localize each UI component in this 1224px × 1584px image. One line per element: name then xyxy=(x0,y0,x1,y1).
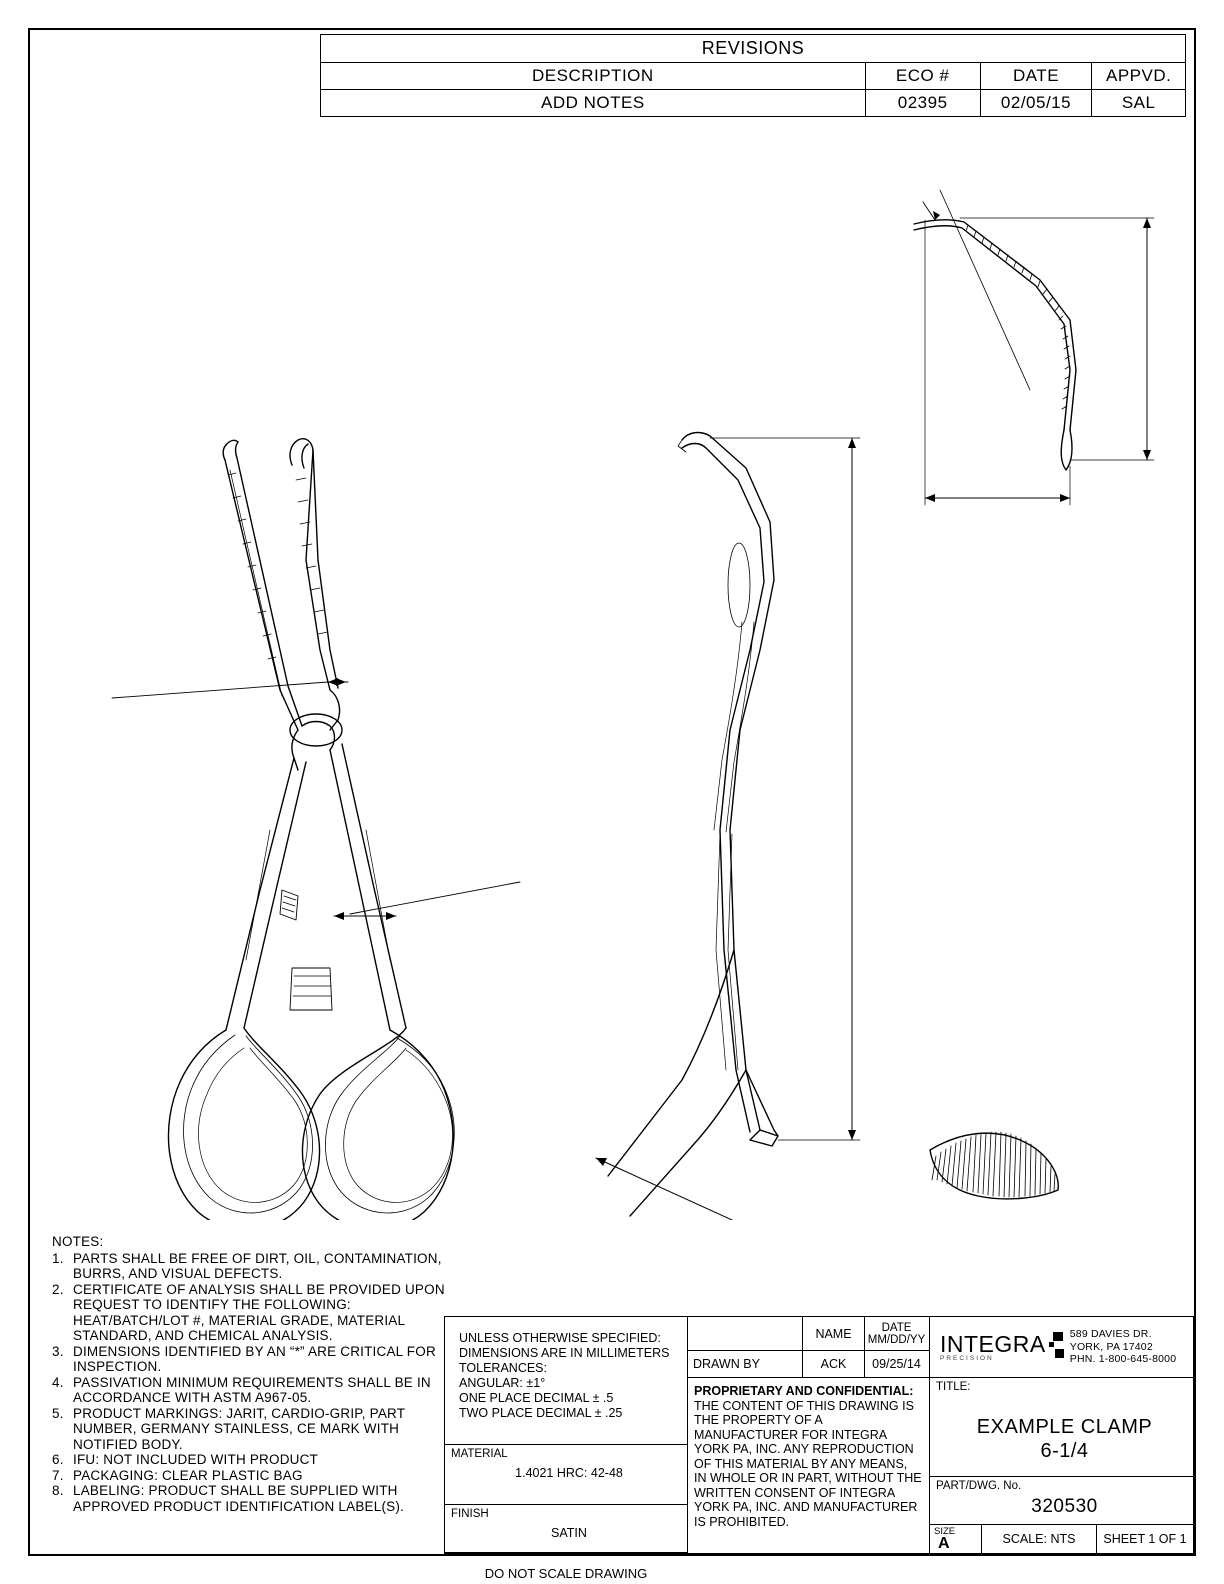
list-item xyxy=(52,1282,452,1344)
note-text: PACKAGING: CLEAR PLASTIC BAG xyxy=(73,1467,303,1483)
scale-value: SCALE: NTS xyxy=(982,1525,1097,1553)
part-number-field xyxy=(930,1477,1193,1525)
note-number: 5. xyxy=(52,1405,64,1421)
revisions-title: REVISIONS xyxy=(321,35,1186,63)
note-number: 2. xyxy=(52,1281,64,1297)
revisions-header-approved: APPVD. xyxy=(1092,63,1186,90)
list-item xyxy=(52,1344,452,1375)
list-item xyxy=(52,1251,452,1282)
title-block xyxy=(444,1316,1194,1581)
note-text: PASSIVATION MINIMUM REQUIREMENTS SHALL BE IN ACCORDANCE WITH ASTM A967-05. xyxy=(73,1374,431,1405)
note-text: PARTS SHALL BE FREE OF DIRT, OIL, CONTAMINATION, BURRS, AND VISUAL DEFECTS. xyxy=(73,1250,442,1281)
drawing-title-field xyxy=(930,1378,1193,1477)
title-block-identity-column xyxy=(930,1317,1193,1553)
spec-line-5: ONE PLACE DECIMAL ± .5 xyxy=(459,1391,614,1405)
drawn-by-date: 09/25/14 xyxy=(872,1357,921,1371)
note-number: 3. xyxy=(52,1343,64,1359)
table-row xyxy=(321,90,1186,117)
note-number: 1. xyxy=(52,1250,64,1266)
company-name: INTEGRA xyxy=(940,1330,1046,1357)
material-label: MATERIAL xyxy=(451,1448,508,1460)
drawn-by-row xyxy=(688,1351,929,1378)
company-name-group xyxy=(940,1330,1046,1362)
approvals-header-date-line1: DATE xyxy=(881,1321,912,1334)
serration-detail-view xyxy=(930,1132,1058,1199)
note-number: 6. xyxy=(52,1452,64,1467)
finish-value: SATIN xyxy=(551,1526,587,1540)
company-address xyxy=(1070,1328,1177,1366)
list-item xyxy=(52,1483,452,1514)
spec-line-3: TOLERANCES: xyxy=(459,1361,547,1375)
notes-heading: NOTES: xyxy=(52,1234,104,1249)
revision-description: ADD NOTES xyxy=(321,90,866,117)
do-not-scale-note: DO NOT SCALE DRAWING xyxy=(484,1565,648,1581)
notes-list xyxy=(52,1251,452,1515)
proprietary-body: THE CONTENT OF THIS DRAWING IS THE PROPERTY OF A MANUFACTURER FOR INTEGRA YORK PA, INC. ANY REPRODUCTION OF THIS MATERIAL BY ANY MEANS, IN WHOLE OR IN PART, WITHOUT THE WRITTEN CONSENT OF INTEGRA YORK PA, INC. AND MANUFACTURER IS PROHIBITED. xyxy=(694,1398,922,1529)
side-view-forceps xyxy=(596,433,860,1220)
integra-logo-icon xyxy=(1048,1331,1064,1364)
proprietary-notice xyxy=(688,1378,929,1553)
note-text: PRODUCT MARKINGS: JARIT, CARDIO-GRIP, PART NUMBER, GERMANY STAINLESS, CE MARK WITH NOTIFIED BODY. xyxy=(73,1405,405,1452)
address-line-3: PHN. 1-800-645-8000 xyxy=(1069,1353,1177,1366)
title-block-approvals-column xyxy=(688,1317,930,1553)
list-item xyxy=(52,1452,452,1468)
material-value: 1.4021 HRC: 42-48 xyxy=(515,1466,623,1480)
spec-line-2: DIMENSIONS ARE IN MILLIMETERS xyxy=(459,1346,670,1360)
revisions-table xyxy=(320,34,1186,117)
drawn-by-name: ACK xyxy=(803,1351,865,1377)
sheet-number: SHEET 1 OF 1 xyxy=(1103,1532,1187,1546)
approvals-header-row xyxy=(688,1317,929,1351)
approvals-header-date xyxy=(865,1317,928,1350)
tolerance-spec xyxy=(445,1317,687,1445)
revision-approved: SAL xyxy=(1092,90,1186,117)
note-text: DIMENSIONS IDENTIFIED BY AN “*” ARE CRITICAL FOR INSPECTION. xyxy=(73,1343,436,1374)
revisions-header-description: DESCRIPTION xyxy=(321,63,866,90)
approvals-header-blank xyxy=(688,1317,803,1350)
note-text: IFU: NOT INCLUDED WITH PRODUCT xyxy=(73,1452,318,1467)
part-number-label: PART/DWG. No. xyxy=(936,1480,1022,1492)
spec-line-6: TWO PLACE DECIMAL ± .25 xyxy=(459,1406,623,1420)
drawing-title-line-2: 6-1/4 xyxy=(1040,1440,1089,1462)
sheet-size-field xyxy=(930,1525,982,1553)
revision-date: 02/05/15 xyxy=(980,90,1092,117)
drawing-title-line-1: EXAMPLE CLAMP xyxy=(976,1416,1153,1438)
note-number: 7. xyxy=(52,1467,64,1483)
drawing-views xyxy=(30,130,1194,1220)
address-line-1: 589 DAVIES DR. xyxy=(1069,1328,1152,1341)
material-field xyxy=(445,1445,687,1505)
spec-line-4: ANGULAR: ±1° xyxy=(459,1376,546,1390)
company-logo-block xyxy=(930,1317,1193,1378)
address-line-2: YORK, PA 17402 xyxy=(1069,1340,1153,1353)
list-item xyxy=(52,1375,452,1406)
spec-line-1: UNLESS OTHERWISE SPECIFIED: xyxy=(459,1331,661,1345)
notes-block xyxy=(52,1234,452,1514)
sheet-size-label: SIZE xyxy=(934,1526,956,1537)
list-item xyxy=(52,1468,452,1484)
front-view-forceps xyxy=(112,439,520,1220)
drawing-title-value xyxy=(936,1415,1193,1463)
revision-eco: 02395 xyxy=(865,90,980,117)
note-text: LABELING: PRODUCT SHALL BE SUPPLIED WITH APPROVED PRODUCT IDENTIFICATION LABEL(S). xyxy=(73,1483,405,1514)
title-block-specs-column xyxy=(445,1317,688,1581)
drawn-by-label: DRAWN BY xyxy=(688,1351,803,1377)
revisions-header-eco: ECO # xyxy=(865,63,980,90)
company-tagline: PRECISION xyxy=(940,1354,994,1362)
sheet-info-row xyxy=(930,1525,1193,1553)
revisions-header-row xyxy=(321,63,1186,90)
revisions-title-row xyxy=(321,35,1186,63)
revisions-header-date: DATE xyxy=(980,63,1092,90)
detail-view-jaw-tip xyxy=(914,190,1154,505)
part-number-value: 320530 xyxy=(1031,1496,1098,1517)
note-number: 4. xyxy=(52,1374,64,1390)
finish-label: FINISH xyxy=(451,1508,489,1520)
finish-field xyxy=(445,1505,687,1553)
drawing-title-label: TITLE: xyxy=(936,1381,971,1393)
proprietary-heading: PROPRIETARY AND CONFIDENTIAL: xyxy=(694,1384,914,1398)
sheet-size-value: A xyxy=(938,1535,950,1552)
approvals-header-date-line2: MM/DD/YY xyxy=(867,1333,926,1346)
list-item xyxy=(52,1406,452,1453)
note-number: 8. xyxy=(52,1483,64,1498)
approvals-header-name: NAME xyxy=(803,1317,865,1350)
note-text: CERTIFICATE OF ANALYSIS SHALL BE PROVIDED UPON REQUEST TO IDENTIFY THE FOLLOWING: HEAT/BATCH/LOT #, MATERIAL GRADE, MATERIAL STANDARD, AND CHEMICAL ANALYSIS. xyxy=(73,1281,445,1343)
